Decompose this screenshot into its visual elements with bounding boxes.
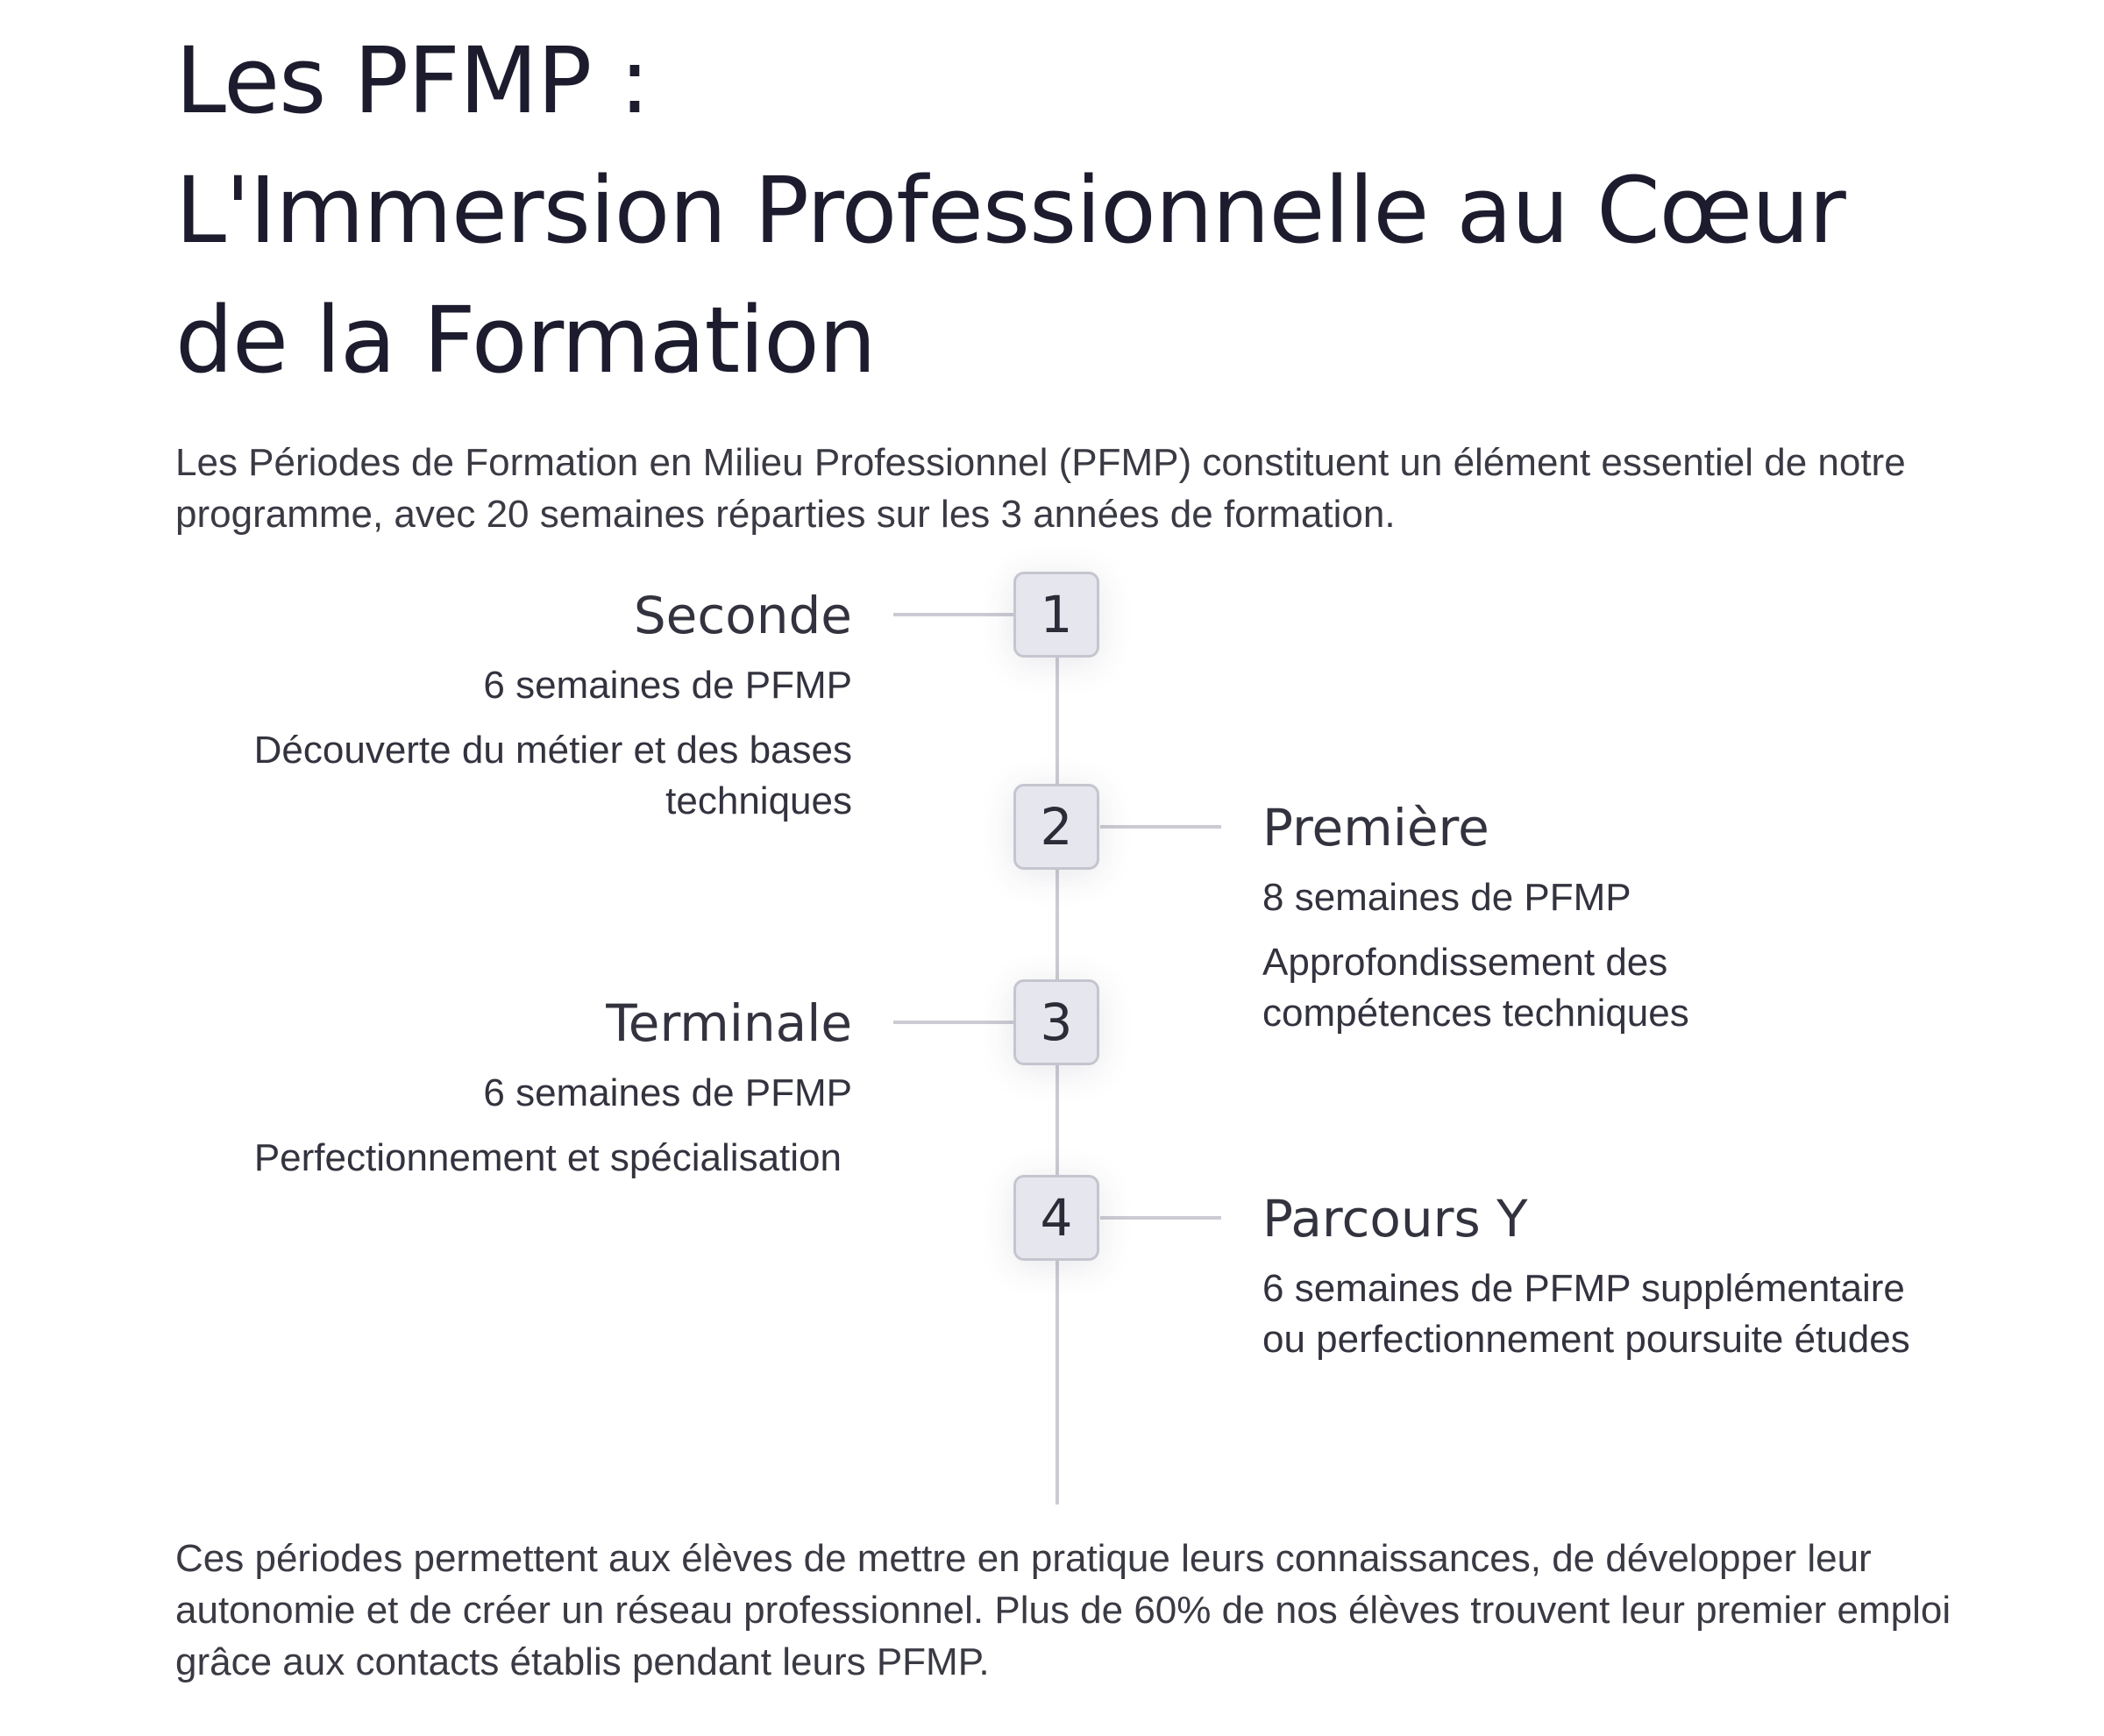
timeline-connector-4 <box>1100 1216 1221 1220</box>
outro-paragraph: Ces périodes permettent aux élèves de mettre en pratique leurs connaissances, de développer leur autonomie et de créer un réseau professionnel. Plus de 60% de nos élèves trouvent leur premier emploi grâce aux contacts établis pendant leurs PFMP. <box>175 1537 1951 1683</box>
page-title <box>175 16 1981 405</box>
intro-paragraph: Les Périodes de Formation en Milieu Professionnel (PFMP) constituent un élément essentiel de notre programme, avec 20 semaines réparties sur les 3 années de formation. <box>175 441 1906 536</box>
page-title-line-1: Les PFMP : <box>175 27 650 134</box>
step-description: Perfectionnement et spécialisation <box>253 1136 842 1179</box>
step-number-box-4: 4 <box>1013 1175 1099 1261</box>
step-description: Découverte du métier et des bases techniques <box>253 729 852 822</box>
step-weeks: 8 semaines de PFMP <box>1262 876 1631 919</box>
step-weeks: 6 semaines de PFMP supplémentaire ou perfectionnement poursuite études <box>1262 1267 1910 1361</box>
timeline-connector-3 <box>893 1021 1014 1024</box>
page-title-line-2: L'Immersion Professionnelle au Cœur <box>175 157 1845 264</box>
step-number-box-1: 1 <box>1013 572 1099 658</box>
step-number-box-3: 3 <box>1013 979 1099 1065</box>
step-weeks: 6 semaines de PFMP <box>483 1071 852 1114</box>
step-title: Seconde <box>633 586 852 645</box>
step-title: Parcours Y <box>1262 1189 1528 1249</box>
timeline-step-1 <box>168 585 852 827</box>
step-description: Approfondissement des compétences techniques <box>1262 941 1689 1035</box>
step-weeks: 6 semaines de PFMP <box>483 664 852 707</box>
step-title: Première <box>1262 798 1489 857</box>
page-title-line-3: de la Formation <box>175 287 876 394</box>
step-title: Terminale <box>606 993 852 1053</box>
timeline-step-4 <box>1262 1188 1955 1365</box>
timeline-connector-2 <box>1100 825 1221 829</box>
step-number-box-2: 2 <box>1013 784 1099 870</box>
timeline-step-3 <box>168 993 852 1184</box>
timeline-step-2 <box>1262 797 1788 1039</box>
timeline-connector-1 <box>893 613 1014 616</box>
